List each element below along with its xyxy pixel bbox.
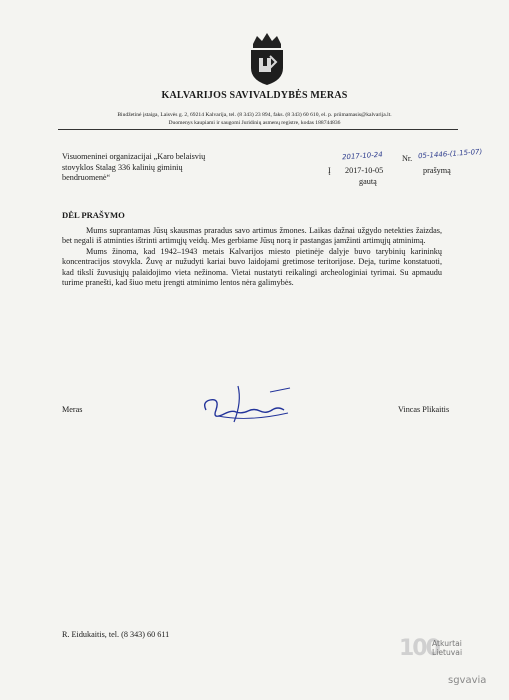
to-label: Į — [328, 166, 331, 175]
header-divider — [58, 129, 458, 130]
centenary-logo-line-1: Atkurtai — [432, 639, 462, 648]
centenary-logo-line-2: Lietuvai — [432, 648, 463, 657]
body-paragraph-2: Mums žinoma, kad 1942–1943 metais Kalvarijos miesto pietinėje dalyje buvo tarybinių karininkų koncentracijos stovykla. Žuvę ar nužudyti kariai buvo laidojami gretimose teritorijose. Deja, turime konstatuoti, kad tikslí žuvusiųjų palaidojimo vieta nežinoma. Vietai nustatyti reikalingi archeologiniai tyrimai. Su apmaudu turime pranešti, kad šiuo metu įrengti atminimo lentos nėra galimybės. — [62, 246, 442, 288]
recipient-block — [62, 152, 272, 184]
recipient-line-3: bendruomenė“ — [62, 173, 111, 182]
body-paragraph-1: Mums suprantamas Jūsų skausmas praradus savo artimus žmones. Laikas dažnai užgydo netekties žaizdas, bet negali iš atminties ištrinti artimųjų veidų. Mes gerbiame Jūsų norą ir pastangas įamžinti artimųjų atminimą. — [62, 226, 442, 246]
subject-heading: DĖL PRAŠYMO — [62, 210, 125, 220]
signer-name: Vincas Plikaitis — [398, 405, 450, 414]
centenary-logo-text — [432, 639, 462, 657]
handwritten-signature — [198, 380, 298, 425]
request-label: prašymą — [423, 166, 451, 175]
letter-body — [62, 226, 442, 288]
watermark: sgvavia — [448, 675, 487, 686]
contact-line: R. Eidukaitis, tel. (8 343) 60 611 — [62, 630, 170, 639]
received-date: 2017-10-05 — [345, 166, 384, 175]
handwritten-number: 05-1446-(1.15-07) — [417, 147, 483, 161]
recipient-line-2: stovyklos Stalag 336 kalinių giminių — [62, 162, 183, 172]
handwritten-date: 2017-10-24 — [341, 150, 383, 162]
coat-of-arms-icon — [245, 30, 289, 86]
centenary-logo-number: 100 — [399, 636, 439, 661]
received-label: gautą — [359, 177, 377, 186]
nr-label: Nr. — [402, 154, 413, 163]
recipient-line-1: Visuomeninei organizacijai „Karo belaisvių — [62, 152, 206, 161]
issuer-info-line-2: Duomenys kaupiami ir saugomi Juridinių asmenų registre, kodas 188744836 — [168, 120, 341, 126]
issuer-info-line-1: Biudžetinė įstaiga, Laisvės g. 2, 69214 Kalvarija, tel. (8 343) 23 894, faks. (8 343) 60 610, el. p. priimamasis@kalvarija.lt. — [117, 112, 392, 118]
signer-role: Meras — [62, 405, 83, 414]
issuer-title: KALVARIJOS SAVIVALDYBĖS MERAS — [161, 90, 348, 101]
